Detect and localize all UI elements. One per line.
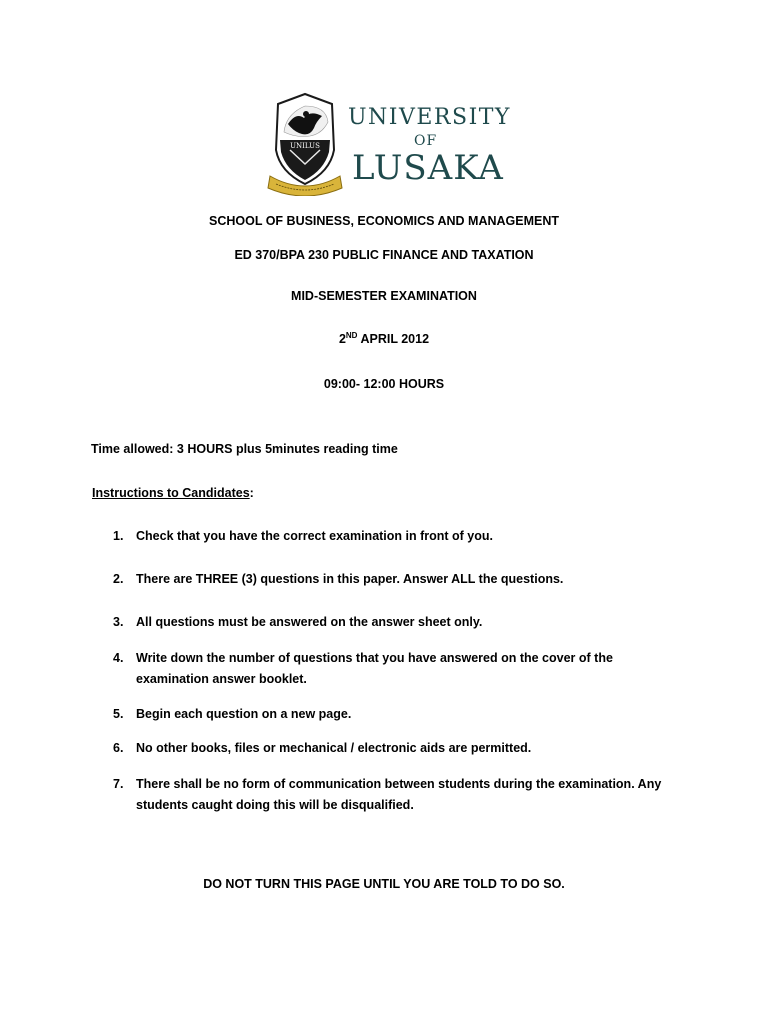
instruction-text: Begin each question on a new page. (136, 707, 352, 721)
instruction-text: Write down the number of questions that you have answered on the cover of the examination answer booklet. (136, 651, 613, 686)
time-allowed: Time allowed: 3 HOURS plus 5minutes reading time (91, 442, 398, 456)
exam-date (0, 332, 768, 346)
crest-text: UNILUS (290, 142, 320, 150)
exam-title: MID-SEMESTER EXAMINATION (291, 289, 477, 303)
logo-word-lusaka: LUSAKA (352, 148, 504, 188)
date-rest: APRIL 2012 (357, 332, 430, 346)
university-logo (266, 92, 511, 198)
instruction-number: 3. (113, 615, 124, 629)
instructions-heading-text: Instructions to Candidates (92, 486, 250, 500)
instruction-number: 4. (113, 651, 124, 665)
instruction-text: There are THREE (3) questions in this paper. Answer ALL the questions. (136, 572, 564, 586)
instruction-number: 6. (113, 741, 124, 755)
logo-word-university: UNIVERSITY (348, 105, 511, 130)
logo-word-of: OF (414, 133, 438, 149)
exam-hours: 09:00- 12:00 HOURS (323, 377, 445, 391)
instruction-number: 2. (113, 572, 124, 586)
instructions-heading-colon: : (249, 486, 254, 500)
course-title: ED 370/BPA 230 PUBLIC FINANCE AND TAXATION (234, 248, 534, 262)
instruction-number: 1. (113, 529, 124, 543)
school-title: SCHOOL OF BUSINESS, ECONOMICS AND MANAGEMENT (208, 214, 560, 228)
footer-notice: DO NOT TURN THIS PAGE UNTIL YOU ARE TOLD TO DO SO. (203, 877, 565, 891)
date-suffix: ND (345, 330, 358, 340)
university-crest-icon (266, 92, 344, 196)
instruction-text: All questions must be answered on the answer sheet only. (136, 615, 483, 629)
instruction-text: No other books, files or mechanical / electronic aids are permitted. (136, 741, 532, 755)
instruction-text: There shall be no form of communication between students during the examination. Any students caught doing this will be disqualified. (136, 777, 662, 812)
instruction-number: 7. (113, 777, 124, 791)
instruction-number: 5. (113, 707, 124, 721)
instruction-text: Check that you have the correct examination in front of you. (136, 529, 494, 543)
date-day: 2 (338, 332, 346, 346)
instructions-heading (92, 486, 254, 500)
